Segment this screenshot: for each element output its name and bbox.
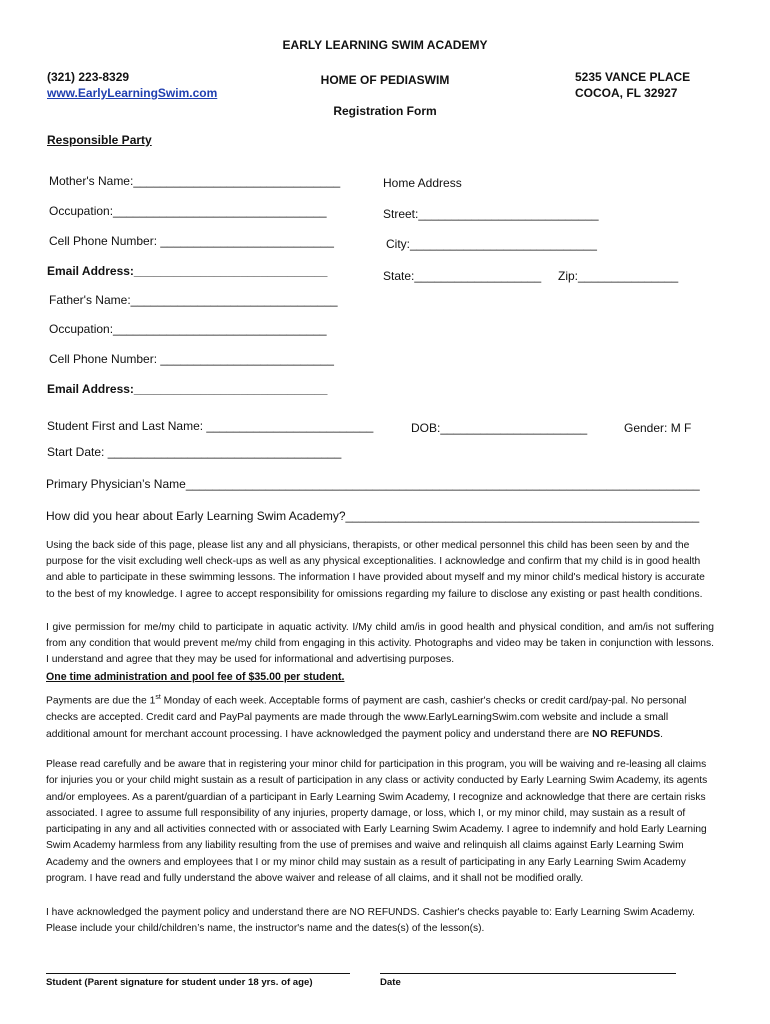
- zip-field[interactable]: Zip:_______________: [558, 269, 679, 283]
- no-refunds-text: NO REFUNDS: [592, 729, 661, 741]
- date-signature-line[interactable]: [380, 973, 676, 974]
- website-link[interactable]: www.EarlyLearningSwim.com: [47, 86, 218, 100]
- mother-name-field[interactable]: Mother's Name:_______________________________: [49, 174, 341, 188]
- payment-text-a: Payments are due the 1: [46, 695, 156, 707]
- date-label: Date: [380, 977, 401, 988]
- occupation-field-1[interactable]: Occupation:________________________________: [49, 204, 327, 218]
- medical-paragraph: Using the back side of this page, please list any and all physicians, therapists, or other medical personnel this child has been seen by and the purpose for the visit excluding well check-ups as well as any physical exceptionalities. I acknowledge and confirm that my child is in good health and able to participate in these swimming lessons. The information I have provided about myself and my minor child's medical history is accurate to the best of my knowledge. I agree to accept responsibility for omissions regarding my failure to disclose any existing or past health conditions.: [46, 540, 705, 600]
- cell-phone-field-1[interactable]: Cell Phone Number: __________________________: [49, 234, 334, 248]
- payment-end: .: [660, 729, 664, 741]
- home-address-label: Home Address: [383, 176, 462, 190]
- email-field-2[interactable]: Email Address:_____________________________: [47, 382, 328, 396]
- student-signature-line[interactable]: [46, 973, 350, 974]
- subtitle: HOME OF PEDIASWIM: [320, 73, 450, 87]
- waiver-paragraph: Please read carefully and be aware that in registering your minor child for participation in this program, you will be waiving and re-leasing all claims for injuries you or your child might sustain as a result of participation in any class or activity conducted by Early Learning Swim Academy, its agents and/or employees. As a parent/guardian of a participant in Early Learning Swim Academy, I recognize and acknowledge that there are certain risks associated. I agree to assume full responsibility of any injuries, property damage, or loss, which I, or my minor child, may sustain as a result of participating in any and all activities connected with or associated with Early Learning Swim Academy. I agree to indemnify and hold Early Learning Swim Academy harmless from any liability resulting from the use of premises and waive and relinquish all claims against Early Learning Swim Academy and the owners and employees that I or my minor child may sustain as a result of participating in any Early Learning Swim Academy program. I have read and fully understand the above waiver and release of all claims, and it shall not be modified orally.: [46, 759, 708, 885]
- payment-text-b: Monday of each week. Acceptable forms of payment are cash, cashier's checks or credit card/pay-pal. No personal checks are accepted. Credit card and PayPal payments are made through the www.EarlyLearningSwim.com website and include a small additional amount for merchant account processing. I have acknowledged the payment policy and understand there are: [46, 695, 687, 741]
- permission-paragraph: I give permission for me/my child to participate in aquatic activity. I/My child am/is in good health and physical condition, and am/is not suffering from any condition that would prevent me/my child from engaging in this activity. Photographs and video may be taken in conjunction with lessons. I understand and agree that they may be used for informational and advertising purposes.: [46, 622, 714, 666]
- start-date-field[interactable]: Start Date: ___________________________________: [47, 445, 342, 459]
- father-name-field[interactable]: Father's Name:_______________________________: [49, 293, 338, 307]
- address-line-1: 5235 VANCE PLACE: [575, 70, 691, 84]
- gender-field[interactable]: Gender: M F: [624, 421, 692, 435]
- cell-phone-field-2[interactable]: Cell Phone Number: __________________________: [49, 352, 334, 366]
- referral-field[interactable]: How did you hear about Early Learning Swim Academy?_____________________________________________________: [46, 509, 700, 523]
- street-field[interactable]: Street:___________________________: [383, 207, 599, 221]
- address-line-2: COCOA, FL 32927: [575, 86, 678, 100]
- section-heading: Responsible Party: [47, 133, 152, 147]
- state-field[interactable]: State:___________________: [383, 269, 542, 283]
- form-name: Registration Form: [333, 104, 437, 118]
- refund-paragraph: I have acknowledged the payment policy and understand there are NO REFUNDS. Cashier's checks payable to: Early Learning Swim Academy. Please include your child/children’s name, the instructor's name and the dates(s) of the lesson(s).: [46, 907, 695, 935]
- page-title: EARLY LEARNING SWIM ACADEMY: [282, 38, 488, 52]
- student-name-field[interactable]: Student First and Last Name: _________________________: [47, 419, 374, 433]
- fee-notice: One time administration and pool fee of $35.00 per student.: [46, 671, 345, 683]
- occupation-field-2[interactable]: Occupation:________________________________: [49, 322, 327, 336]
- phone-number: (321) 223-8329: [47, 70, 130, 84]
- ordinal-suffix: st: [155, 694, 161, 701]
- payment-paragraph: [46, 689, 714, 743]
- physician-field[interactable]: Primary Physician’s Name_____________________________________________________________________________: [46, 477, 700, 491]
- city-field[interactable]: City:____________________________: [386, 237, 597, 251]
- student-signature-label: Student (Parent signature for student under 18 yrs. of age): [46, 977, 313, 988]
- dob-field[interactable]: DOB:______________________: [411, 421, 588, 435]
- email-field-1[interactable]: Email Address:_____________________________: [47, 264, 328, 278]
